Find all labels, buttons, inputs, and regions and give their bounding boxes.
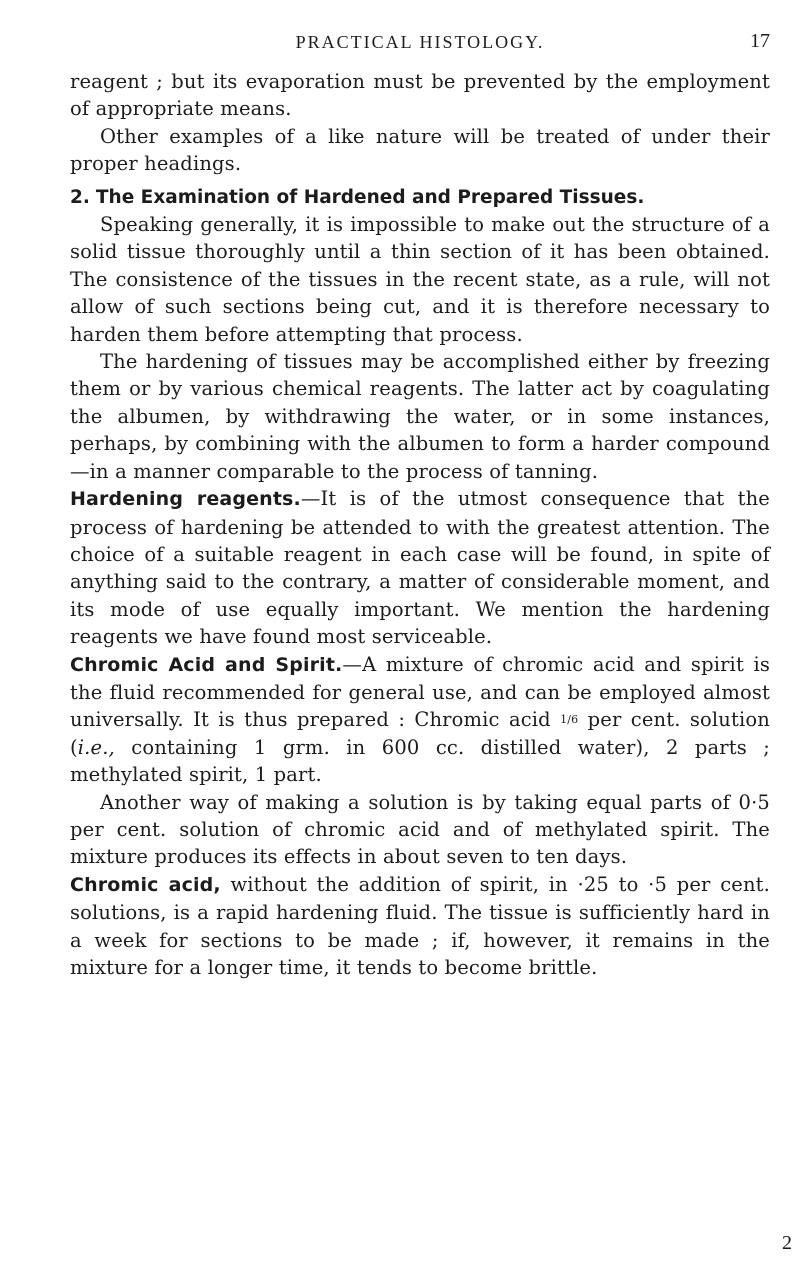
signature-mark: 2 bbox=[782, 1232, 792, 1254]
section-heading bbox=[70, 184, 770, 211]
chromic-spirit-text-1: —A mixture of chromic acid and spirit is the fluid recommended for general use, and can be employed almost universally. It is thus prepared : Chromic acid bbox=[70, 652, 770, 732]
paragraph-chromic-acid-and-spirit bbox=[70, 651, 770, 789]
paragraph-hardening-tissues: The hardening of tissues may be accomplished either by freezing them or by various chemical reagents. The latter act by coagulating the albumen, by withdrawing the water, or in some instances, perhaps, by combining with the albumen to form a harder compound—in a manner comparable to the process of tanning. bbox=[70, 350, 770, 483]
paragraph-other-examples: Other examples of a like nature will be treated of under their proper headings. bbox=[70, 124, 770, 176]
running-title: PRACTICAL HISTOLOGY. bbox=[295, 32, 545, 52]
fraction-one-sixth: 1/6 bbox=[560, 713, 579, 727]
chromic-spirit-text-2: per cent. solution ( bbox=[70, 708, 770, 759]
paragraph-chromic-acid bbox=[70, 871, 770, 982]
run-in-heading-chromic-acid-and-spirit: Chromic Acid and Spirit. bbox=[70, 653, 343, 676]
running-head bbox=[70, 28, 770, 68]
paragraph-speaking-generally: Speaking generally, it is impossible to make out the structure of a solid tissue thoroughly until a thin section of it has been obtained. The consistence of the tissues in the recent state, as a rule, will not allow of such sections being cut, and it is therefore necessary to harden them before attempting that process. bbox=[70, 213, 770, 346]
paragraph-continued: reagent ; but its evaporation must be prevented by the employment of appropriate means. bbox=[70, 70, 770, 121]
page-number: 17 bbox=[750, 30, 770, 52]
run-in-heading-chromic-acid: Chromic acid, bbox=[70, 873, 221, 896]
book-page bbox=[70, 28, 770, 981]
hardening-reagents-text: —It is of the utmost consequence that the process of hardening be attended to with the greatest attention. The choice of a suitable reagent in each case will be found, in spite of anything said to the contrary, a matter of considerable moment, and its mode of use equally important. We mention the hardening reagents we have found most serviceable. bbox=[70, 487, 770, 649]
run-in-heading-hardening-reagents: Hardening reagents. bbox=[70, 488, 301, 511]
paragraph-another-way: Another way of making a solution is by taking equal parts of 0·5 per cent. solution of chromic acid and of methylated spirit. The mixture produces its effects in about seven to ten days. bbox=[70, 790, 770, 869]
paragraph-hardening-reagents bbox=[70, 485, 770, 650]
section-title: The Examination of Hardened and Prepared Tissues. bbox=[95, 186, 645, 208]
chromic-spirit-italic: i.e., bbox=[77, 735, 115, 759]
section-number: 2. bbox=[70, 186, 90, 208]
chromic-spirit-text-3: containing 1 grm. in 600 cc. distilled water), 2 parts ; methylated spirit, 1 part. bbox=[70, 735, 770, 787]
chromic-acid-text: without the addition of spirit, in ·25 to ·5 per cent. solutions, is a rapid hardening fluid. The tissue is sufficiently hard in a week for sections to be made ; if, however, it remains in the mixture for a longer time, it tends to become brittle. bbox=[70, 872, 770, 979]
